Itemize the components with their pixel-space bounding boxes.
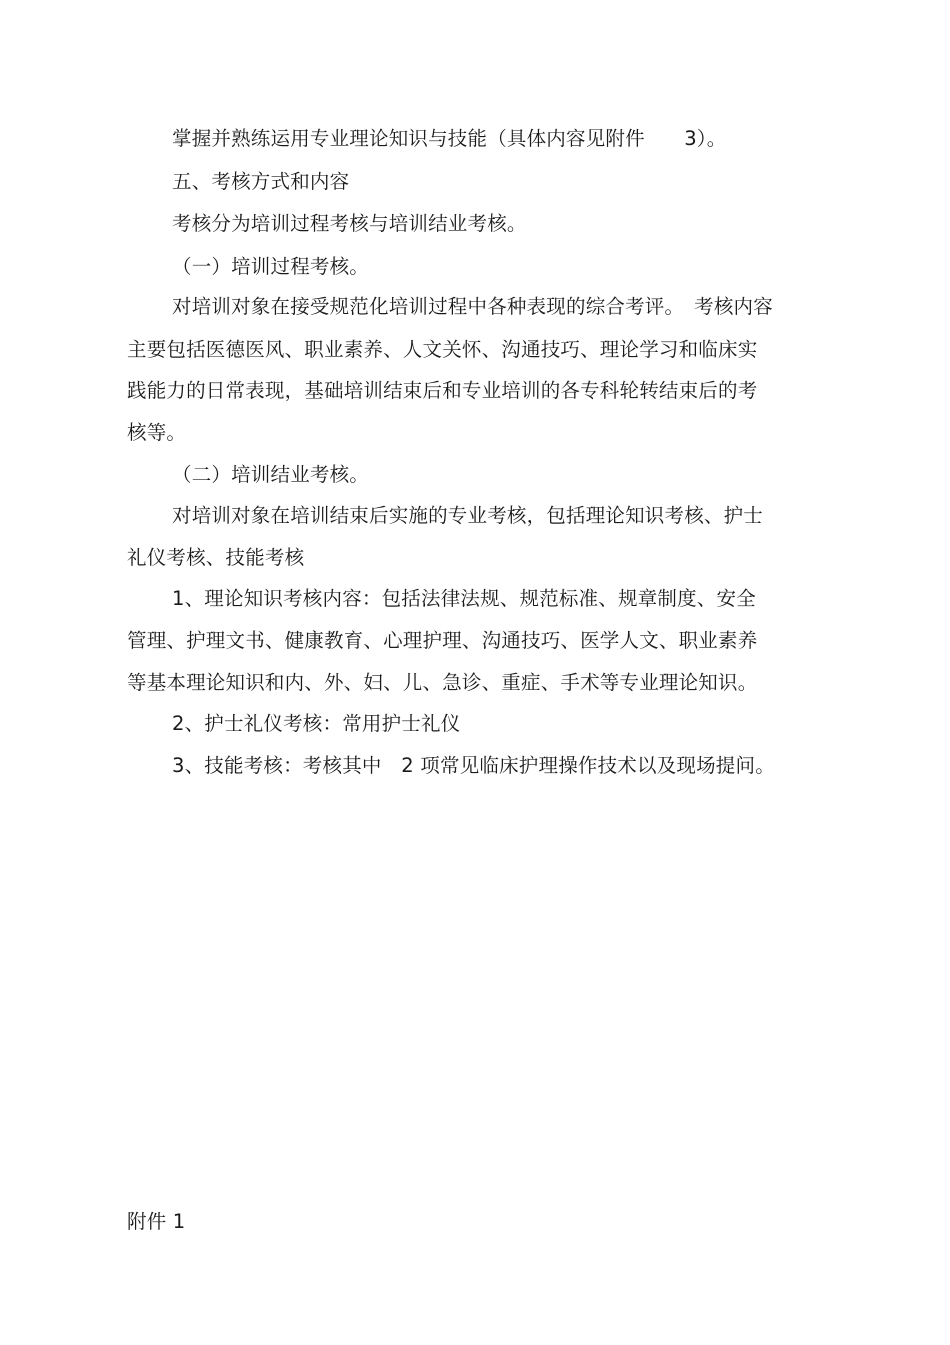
paragraph-line: 掌握并熟练运用专业理论知识与技能（具体内容见附件 3）。 <box>172 127 727 150</box>
list-item: 3、技能考核：考核其中 2 项常见临床护理操作技术以及现场提问。 <box>172 754 775 777</box>
list-item: 1、理论知识考核内容：包括法律法规、规范标准、规章制度、安全 <box>172 587 756 610</box>
subsection-heading: （一）培训过程考核。 <box>172 255 370 278</box>
paragraph-line: 对培训对象在接受规范化培训过程中各种表现的综合考评。 考核内容 <box>172 295 773 318</box>
subsection-heading: （二）培训结业考核。 <box>172 463 370 486</box>
paragraph-line: 考核分为培训过程考核与培训结业考核。 <box>172 212 527 235</box>
paragraph-line: 等基本理论知识和内、外、妇、儿、急诊、重症、手术等专业理论知识。 <box>127 671 758 694</box>
section-heading: 五、考核方式和内容 <box>172 170 350 193</box>
attachment-label: 附件 1 <box>127 1210 186 1233</box>
paragraph-line: 对培训对象在培训结束后实施的专业考核，包括理论知识考核、护士 <box>172 504 764 527</box>
list-item: 2、护士礼仪考核：常用护士礼仪 <box>172 712 461 735</box>
paragraph-line: 主要包括医德医风、职业素养、人文关怀、沟通技巧、理论学习和临床实 <box>127 338 758 361</box>
paragraph-line: 践能力的日常表现，基础培训结束后和专业培训的各专科轮转结束后的考 <box>127 379 758 402</box>
paragraph-line: 礼仪考核、技能考核 <box>127 546 305 569</box>
paragraph-line: 管理、护理文书、健康教育、心理护理、沟通技巧、医学人文、职业素养 <box>127 629 758 652</box>
paragraph-line: 核等。 <box>127 421 187 444</box>
